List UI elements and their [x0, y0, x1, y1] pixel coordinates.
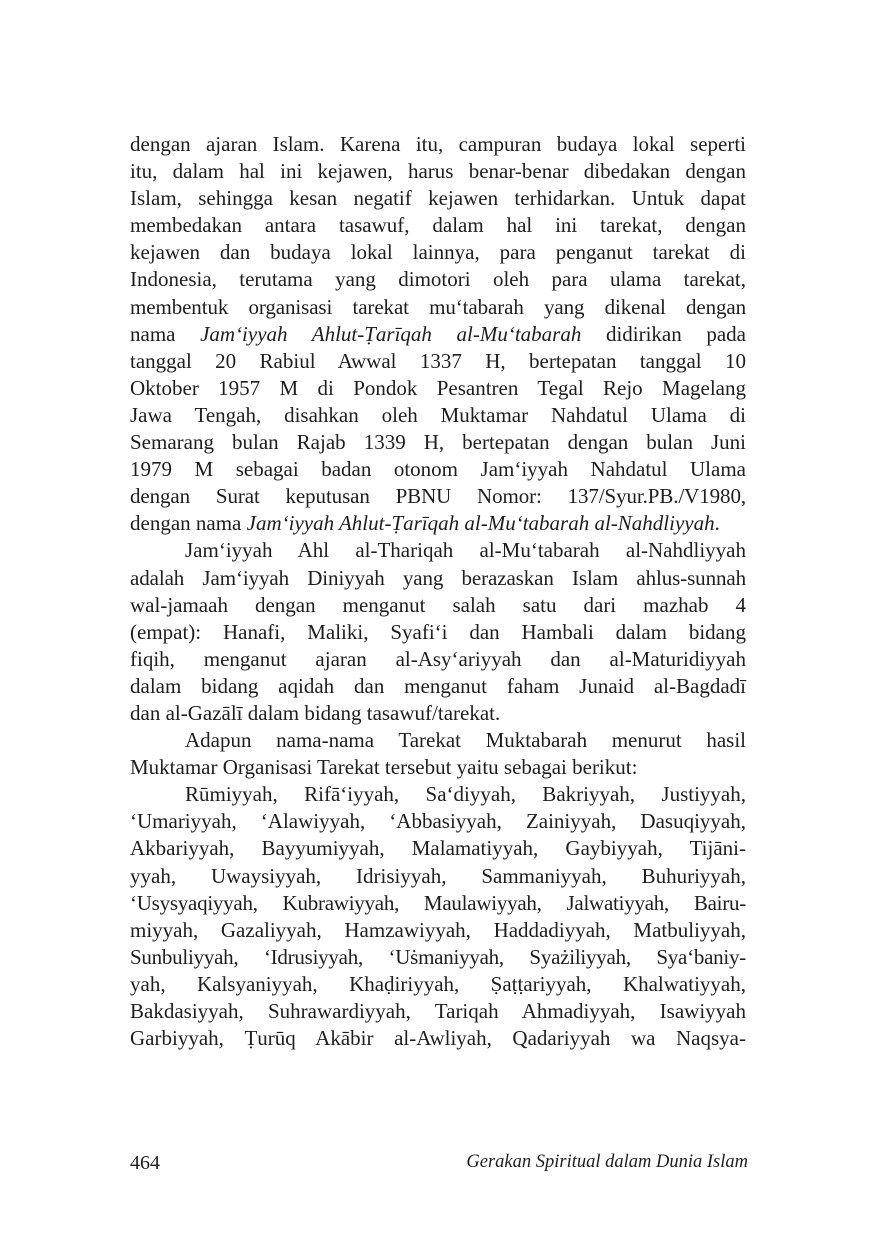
- text-line: Adapun nama-nama Tarekat Muktabarah menurut hasil: [185, 728, 746, 753]
- paragraph-3: [130, 727, 746, 781]
- text-segment: nama: [130, 321, 201, 346]
- text-segment: didirikan pada: [581, 321, 746, 346]
- text-segment: .: [714, 511, 720, 536]
- text-line: Oktober 1957 M di Pondok Pesantren Tegal Rejo Magelang: [130, 375, 746, 400]
- italic-title: Jam‘iyyah Ahlut-Ṭarīqah al-Mu‘tabarah al-Nahdliyyah: [246, 511, 715, 536]
- text-line: membedakan antara tasawuf, dalam hal ini tarekat, dengan: [130, 213, 746, 238]
- text-line: ‘Umariyyah, ‘Alawiyyah, ‘Abbasiyyah, Zainiyyah, Dasuqiyyah,: [130, 809, 746, 834]
- text-segment: dengan nama: [130, 511, 247, 536]
- text-line: yyah, Uwaysiyyah, Idrisiyyah, Sammaniyyah, Buhuriyyah,: [130, 863, 746, 888]
- text-line: tanggal 20 Rabiul Awwal 1337 H, bertepatan tanggal 10: [130, 348, 746, 373]
- text-line: dan al-Gazālī dalam bidang tasawuf/tarekat.: [130, 700, 501, 725]
- text-line: membentuk organisasi tarekat mu‘tabarah yang dikenal dengan: [130, 294, 746, 319]
- text-line: [130, 510, 746, 537]
- text-line: miyyah, Gazaliyyah, Hamzawiyyah, Haddadiyyah, Matbuliyyah,: [130, 917, 746, 942]
- text-line: dalam bidang aqidah dan menganut faham Junaid al-Bagdadī: [130, 673, 746, 698]
- text-line: itu, dalam hal ini kejawen, harus benar-benar dibedakan dengan: [130, 159, 746, 184]
- running-title: Gerakan Spiritual dalam Dunia Islam: [466, 1152, 748, 1172]
- text-line: Indonesia, terutama yang dimotori oleh para ulama tarekat,: [130, 267, 746, 292]
- text-line: dengan Surat keputusan PBNU Nomor: 137/Syur.PB./V1980,: [130, 484, 746, 509]
- text-line: Rūmiyyah, Rifā‘iyyah, Sa‘diyyah, Bakriyyah, Justiyyah,: [185, 782, 746, 807]
- text-line: Garbiyyah, Ṭurūq Akābir al-Awliyah, Qadariyyah wa Naqsya-: [130, 1026, 746, 1051]
- text-line: adalah Jam‘iyyah Diniyyah yang berazaskan Islam ahlus-sunnah: [130, 565, 746, 590]
- text-line: (empat): Hanafi, Maliki, Syafi‘i dan Hambali dalam bidang: [130, 619, 746, 644]
- text-line: ‘Usysyaqiyyah, Kubrawiyyah, Maulawiyyah, Jalwatiyyah, Bairu-: [130, 890, 746, 915]
- text-line: wal-jamaah dengan menganut salah satu dari mazhab 4: [130, 592, 746, 617]
- text-line: Jawa Tengah, disahkan oleh Muktamar Nahdatul Ulama di: [130, 402, 746, 427]
- text-line: Islam, sehingga kesan negatif kejawen terhidarkan. Untuk dapat: [130, 186, 746, 211]
- italic-title: Jam‘iyyah Ahlut-Ṭarīqah al-Mu‘tabarah: [200, 321, 582, 346]
- text-line: Bakdasiyyah, Suhrawardiyyah, Tariqah Ahmadiyyah, Isawiyyah: [130, 999, 746, 1023]
- paragraph-4: [130, 781, 746, 1052]
- text-line: yah, Kalsyaniyyah, Khaḍiriyyah, Ṣaṭṭariyyah, Khalwatiyyah,: [130, 971, 746, 996]
- text-line: 1979 M sebagai badan otonom Jam‘iyyah Nahdatul Ulama: [130, 457, 746, 482]
- text-line: Sunbuliyyah, ‘Idrusiyyah, ‘Uṡmaniyyah, Syażiliyyah, Sya‘baniy-: [130, 944, 746, 969]
- page-footer: [130, 1152, 748, 1176]
- text-line: Akbariyyah, Bayyumiyyah, Malamatiyyah, Gaybiyyah, Tijāni-: [130, 836, 746, 861]
- paragraph-1: [130, 131, 746, 537]
- text-line: fiqih, menganut ajaran al-Asy‘ariyyah dan al-Maturidiyyah: [130, 646, 746, 671]
- text-line: [130, 321, 746, 348]
- body-text: [130, 131, 746, 1052]
- paragraph-2: [130, 537, 746, 727]
- text-line: Semarang bulan Rajab 1339 H, bertepatan dengan bulan Juni: [130, 430, 746, 455]
- text-line: dengan ajaran Islam. Karena itu, campuran budaya lokal seperti: [130, 132, 746, 156]
- text-line: kejawen dan budaya lokal lainnya, para penganut tarekat di: [130, 240, 746, 265]
- text-line: Muktamar Organisasi Tarekat tersebut yaitu sebagai berikut:: [130, 755, 638, 780]
- text-line: Jam‘iyyah Ahl al-Thariqah al-Mu‘tabarah al-Nahdliyyah: [185, 538, 746, 563]
- page-number: 464: [130, 1152, 160, 1174]
